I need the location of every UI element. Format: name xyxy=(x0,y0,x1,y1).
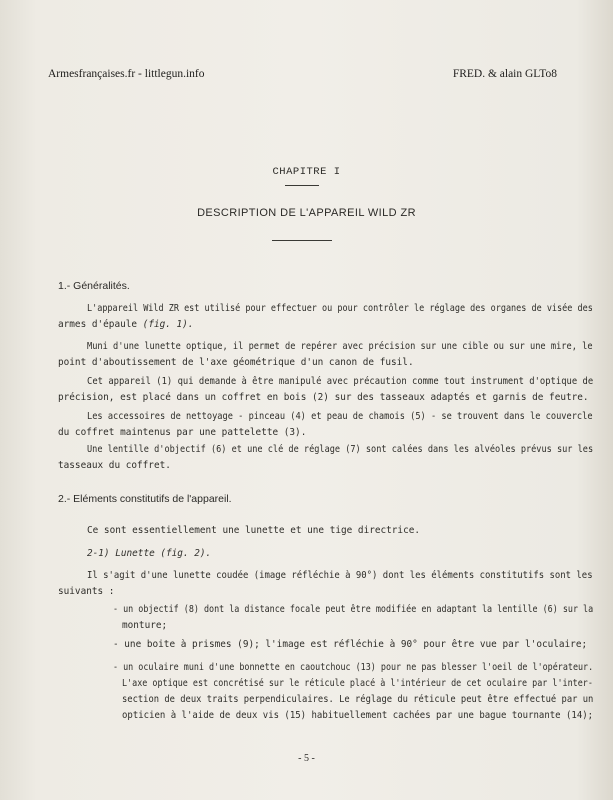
section-heading-2: 2.- Eléments constitutifs de l'appareil. xyxy=(58,493,232,505)
paragraph-line: point d'aboutissement de l'axe géométrique d'un canon de fusil. xyxy=(58,357,414,368)
paragraph-line: précision, est placé dans un coffret en bois (2) sur des tasseaux adaptés et garnis de feutre. xyxy=(58,392,589,403)
paragraph-line: Il s'agit d'une lunette coudée (image réfléchie à 90°) dont les éléments constitutifs sont les xyxy=(87,570,593,581)
list-item-line: section de deux traits perpendiculaires. Le réglage du réticule peut être effectué par un xyxy=(122,694,594,705)
header-authors: FRED. & alain GLTo8 xyxy=(452,68,557,80)
list-item-line: - une boite à prismes (9); l'image est réfléchie à 90° pour être vue par l'oculaire; xyxy=(113,639,588,650)
paragraph-line: du coffret maintenus par une pattelette (3). xyxy=(58,427,307,438)
list-item-line: monture; xyxy=(122,620,168,631)
paragraph-line: Ce sont essentiellement une lunette et une tige directrice. xyxy=(87,525,421,536)
figure-ref: (fig. 1). xyxy=(142,319,194,330)
list-item-line: - un oculaire muni d'une bonnette en caoutchouc (13) pour ne pas blesser l'oeil de l'opérateur. xyxy=(113,662,594,673)
paragraph-line: L'appareil Wild ZR est utilisé pour effectuer ou pour contrôler le réglage des organes de visée des xyxy=(87,303,593,314)
paragraph-line: armes d'épaule (fig. 1). xyxy=(58,319,194,330)
paragraph-line: Les accessoires de nettoyage - pinceau (4) et peau de chamois (5) - se trouvent dans le couvercle xyxy=(87,411,593,422)
list-item-line: - un objectif (8) dont la distance focale peut être modifiée en adaptant la lentille (6) sur la xyxy=(113,604,594,615)
paragraph-line: Muni d'une lunette optique, il permet de repérer avec précision sur une cible ou sur une mire, le xyxy=(87,341,593,352)
section-heading-1: 1.- Généralités. xyxy=(58,280,130,292)
chapter-label: CHAPITRE I xyxy=(272,166,341,178)
page-title: DESCRIPTION DE L'APPAREIL WILD ZR xyxy=(197,207,416,219)
paragraph-line: suivants : xyxy=(58,586,115,597)
page-number: - 5 - xyxy=(298,753,315,764)
paragraph-line: Cet appareil (1) qui demande à être manipulé avec précaution comme tout instrument d'optique de xyxy=(87,376,594,387)
chapter-rule xyxy=(285,185,319,186)
list-item-line: L'axe optique est concrétisé sur le réticule placé à l'intérieur de cet oculaire par l'inter- xyxy=(122,678,593,689)
title-rule xyxy=(272,240,332,241)
list-item-line: opticien à l'aide de deux vis (15) habituellement cachées par une bague tournante (14); xyxy=(122,710,594,721)
paragraph-line: tasseaux du coffret. xyxy=(58,460,171,471)
paragraph-line: Une lentille d'objectif (6) et une clé de réglage (7) sont calées dans les alvéoles prévus sur les xyxy=(87,444,594,455)
subsection-heading: 2-1) Lunette (fig. 2). xyxy=(87,548,212,559)
header-source: Armesfrançaises.fr - littlegun.info xyxy=(48,68,205,80)
